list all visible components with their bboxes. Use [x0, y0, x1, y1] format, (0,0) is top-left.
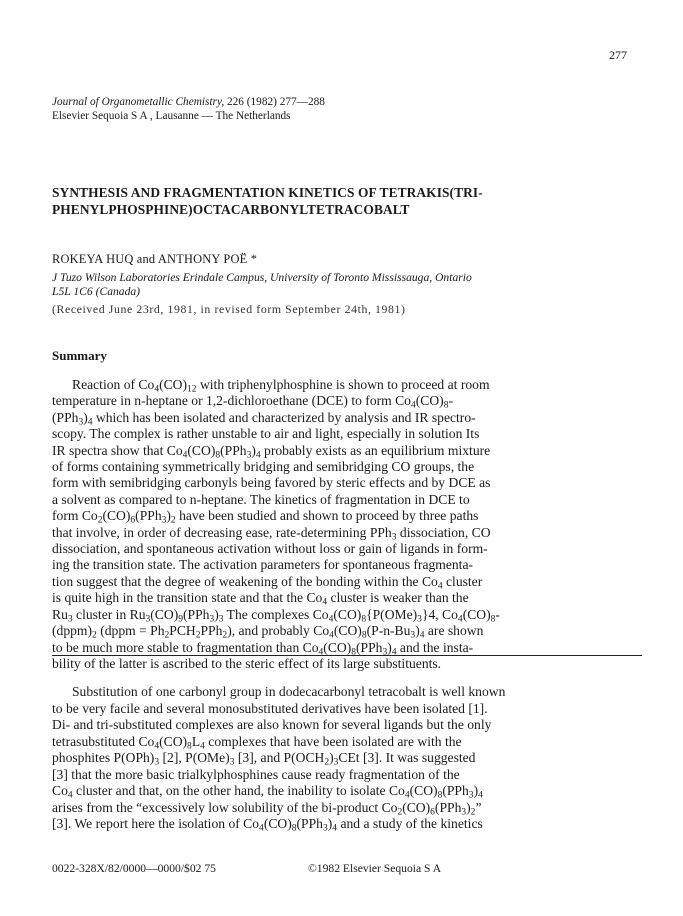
abstract-line: temperature in n-heptane or 1,2-dichloroethane (DCE) to form $Co_4(CO)_8-$	[52, 393, 453, 410]
abstract-line: $(dppm)_2$ (dppm = $Ph_2PCH_2PPh_2$), and probably $Co_4(CO)_8(P-n-Bu_3)_4$ are shown	[52, 623, 484, 640]
article-code: 0022-328X/82/0000—0000/$02 75	[52, 862, 216, 875]
paper-title	[52, 184, 642, 218]
abstract-line: to be much more stable to fragmentation than $Co_4(CO)_8(PPh_3)_4$ and the insta-	[52, 639, 474, 656]
abstract-line: form with semibridging carbonyls being favored by steric effects and by DCE as	[52, 475, 491, 491]
title-line: SYNTHESIS AND FRAGMENTATION KINETICS OF TETRAKIS(TRI-	[52, 185, 483, 200]
abstract-line: of forms containing symmetrically bridging and semibridging CO groups, the	[52, 459, 475, 475]
body-line: arises from the “excessively low solubility of the bi-product $Co_2(CO)_6(PPh_3)_2$”	[52, 799, 482, 816]
abstract-line: Reaction of $Co_4(CO)_{12}$ with triphenylphosphine is shown to proceed at room	[72, 377, 490, 394]
body-line: to be very facile and several monosubstituted derivatives have been isolated [1].	[52, 700, 488, 716]
abstract-line: scopy. The complex is rather unstable to air and light, especially in solution Its	[52, 426, 480, 442]
received-dates: (Received June 23rd, 1981, in revised form September 24th, 1981)	[52, 302, 406, 316]
affiliation-line: J Tuzo Wilson Laboratories Erindale Campus, University of Toronto Mississauga, Ontario	[52, 271, 472, 284]
abstract-line: is quite high in the transition state and that the $Co_4$ cluster is weaker than the	[52, 590, 469, 607]
abstract-line: tion suggest that the degree of weakening of the bonding within the $Co_4$ cluster	[52, 573, 483, 591]
body-line: [3]. We report here the isolation of $Co_4(CO)_8(PPh_3)_4$ and a study of the kinetics	[52, 816, 483, 833]
body-text	[52, 684, 642, 833]
title-line: PHENYLPHOSPHINE)OCTACARBONYLTETRACOBALT	[52, 202, 410, 217]
journal-volume: 226 (1982) 277—288	[224, 96, 325, 108]
authors: ROKEYA HUQ and ANTHONY POË *	[52, 252, 258, 266]
body-line: Di- and tri-substituted complexes are also known for several ligands but the only	[52, 717, 492, 732]
body-line: $Co_4$ cluster and that, on the other hand, the inability to isolate $Co_4(CO)_8(PPh_3)_4$	[52, 783, 483, 800]
abstract-line: $Ru_3$ cluster in $Ru_3(CO)_9(PPh_3)_3$ The complexes $Co_4(CO)_8\{P(OMe)_3\}4$, $Co_4(CO)_8-$	[52, 606, 500, 624]
section-divider	[52, 655, 642, 656]
abstract-line: IR spectra show that $Co_4(CO)_8(PPh_3)_4$ probably exists as an equilibrium mixture	[52, 442, 491, 460]
body-line: Substitution of one carbonyl group in dodecacarbonyl tetracobalt is well known	[72, 684, 506, 699]
footer	[52, 862, 441, 875]
body-line: [3] that the more basic trialkylphosphines cause ready fragmentation of the	[52, 766, 460, 782]
abstract-line: dissociation, and spontaneous activation without loss or gain of ligands in form-	[52, 541, 488, 557]
journal-name: Journal of Organometallic Chemistry,	[52, 96, 225, 108]
body-line: phosphites $P(OPh)_3$ [2], $P(OMe)_3$ [3], and $P(OCH_2)_3CEt$ [3]. It was suggested	[52, 750, 476, 767]
abstract-line: form $Co_2(CO)_6(PPh_3)_2$ have been studied and shown to proceed by three paths	[52, 508, 479, 525]
publisher: Elsevier Sequoia S A , Lausanne — The Netherlands	[52, 110, 291, 122]
affiliation-line: L5L 1C6 (Canada)	[52, 285, 141, 298]
copyright: ©1982 Elsevier Sequoia S A	[308, 862, 442, 875]
abstract-line: ing the transition state. The activation parameters for spontaneous fragmenta-	[52, 557, 474, 573]
abstract-line: a solvent as compared to n-heptane. The kinetics of fragmentation in DCE to	[52, 491, 470, 507]
summary-heading: Summary	[52, 348, 107, 363]
abstract	[52, 377, 642, 672]
page-number: 277	[609, 48, 627, 62]
affiliation	[52, 271, 652, 299]
abstract-line: that involve, in order of decreasing ease, rate-determining PPh$_3$ dissociation, CO	[52, 524, 491, 542]
abstract-line: $(PPh_3)_4$ which has been isolated and characterized by analysis and IR spectro-	[52, 409, 476, 427]
body-line: tetrasubstituted $Co_4(CO)_8L_4$ complexes that have been isolated are with the	[52, 733, 462, 750]
abstract-line: bility of the latter is ascribed to the steric effect of its large substituents.	[52, 655, 442, 671]
journal-citation	[52, 95, 325, 123]
